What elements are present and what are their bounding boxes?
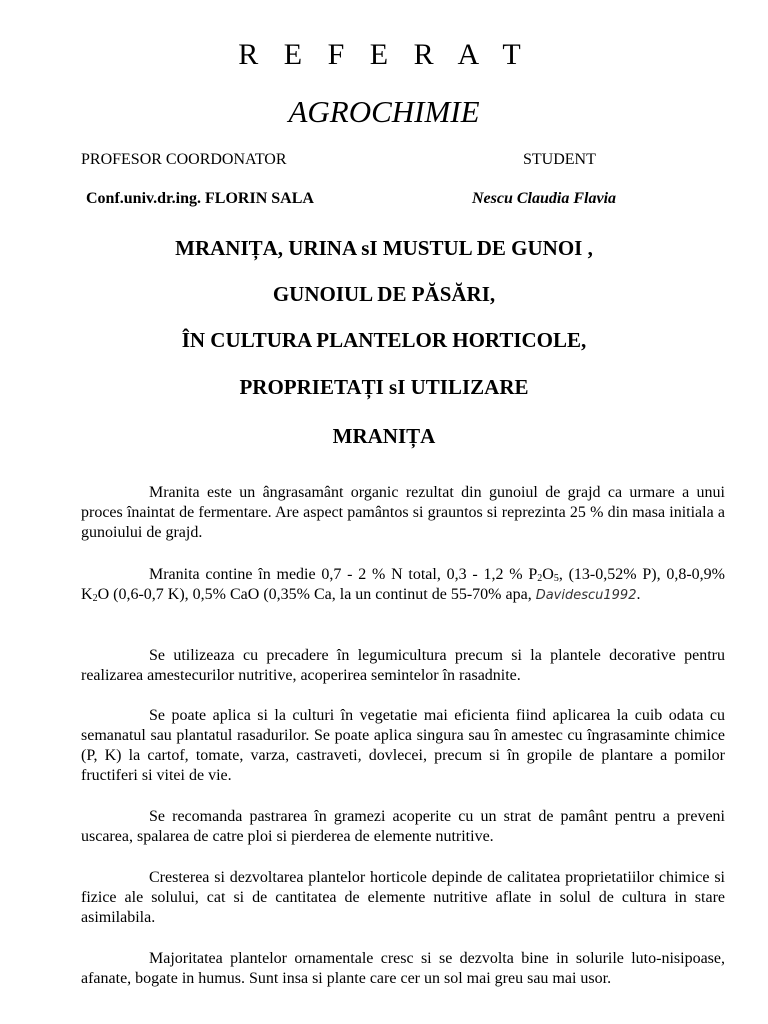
document-title: R E F E R A T	[238, 38, 530, 71]
paragraph: Se poate aplica si la culturi în vegetatie mai eficienta fiind aplicarea la cuib odata cu semanatul sau plantatul rasadurilor. Se poate aplica singura sau în amestec cu îngrasaminte chimice (P, K) la cartof, tomate, varza, castraveti, dovlecei, precum si în gropile de plantare a pomilor fructiferi si vitei de vie.	[81, 707, 725, 784]
section-heading: MRANIȚA, URINA sI MUSTUL DE GUNOI ,	[175, 236, 593, 260]
text-run: .	[636, 586, 641, 603]
student-name: Nescu Claudia Flavia	[472, 190, 617, 207]
citation: Davidescu1992	[535, 588, 637, 603]
paragraph: Cresterea si dezvoltarea plantelor horticole depinde de calitatea proprietatiilor chimice si fizice ale solului, cat si de cantitatea de elemente nutritive aflate in solul de cultura in stare asimilabila.	[81, 869, 725, 926]
section-heading: PROPRIETAȚI sI UTILIZARE	[239, 375, 529, 399]
section-heading: ÎN CULTURA PLANTELOR HORTICOLE,	[181, 328, 587, 352]
paragraph-composition	[81, 565, 725, 606]
paragraph: Majoritatea plantelor ornamentale cresc si se dezvolta bine in solurile luto-nisipoase, afanate, bogate in humus. Sunt insa si plante care cer un sol mai greu sau mai usor.	[81, 950, 725, 987]
professor-label: PROFESOR COORDONATOR	[81, 151, 287, 168]
paragraph: Mranita este un ângrasamânt organic rezultat din gunoiul de grajd ca urmare a unui proces înaintat de fermentare. Are aspect pamântos si grauntos si reprezinta 25 % din masa initiala a gunoiului de grajd.	[81, 484, 725, 541]
text-run: O	[542, 566, 554, 583]
text-run: , (13-0,52% P), 0,8-0,9% K	[81, 566, 726, 603]
subscript: 2	[537, 573, 543, 584]
document-subtitle: AGROCHIMIE	[288, 94, 480, 129]
subsection-heading: MRANIȚA	[332, 424, 436, 448]
professor-name: Conf.univ.dr.ing. FLORIN SALA	[86, 190, 314, 207]
text-run: O (0,6-0,7 K), 0,5% CaO (0,35% Ca, la un continut de 55-70% apa,	[97, 586, 536, 603]
subscript: 5	[553, 573, 559, 584]
section-heading: GUNOIUL DE PĂSĂRI,	[272, 282, 496, 306]
paragraph: Se recomanda pastrarea în gramezi acoperite cu un strat de pamânt pentru a preveni uscarea, spalarea de catre ploi si pierderea de elemente nutritive.	[81, 808, 725, 845]
text-run: Mranita contine în medie 0,7 - 2 % N total, 0,3 - 1,2 % P	[149, 566, 538, 583]
student-label: STUDENT	[523, 151, 596, 168]
paragraph: Se utilizeaza cu precadere în legumicultura precum si la plantele decorative pentru realizarea amestecurilor nutritive, acoperirea semintelor în rasadnite.	[81, 647, 725, 684]
subscript: 2	[92, 593, 98, 604]
